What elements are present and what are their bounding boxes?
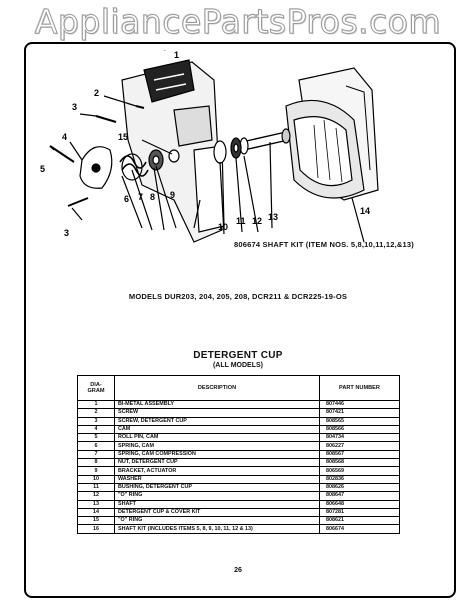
- row-description: BUSHING, DETERGENT CUP: [115, 483, 320, 491]
- row-part-number: 808567: [320, 450, 400, 458]
- row-diagram-number: 14: [78, 508, 115, 516]
- row-description: SHAFT KIT (INCLUDES ITEMS 5, 8, 9, 10, 11, 12 & 13): [115, 525, 320, 533]
- row-diagram-number: 5: [78, 434, 115, 442]
- row-part-number: 804734: [320, 434, 400, 442]
- table-row: [78, 442, 400, 450]
- row-diagram-number: 3: [78, 417, 115, 425]
- row-diagram-number: 13: [78, 500, 115, 508]
- callout-15: 15: [118, 132, 129, 142]
- row-diagram-number: 9: [78, 467, 115, 475]
- callout-6: 6: [124, 194, 130, 204]
- table-row: [78, 517, 400, 525]
- table-row: [78, 525, 400, 533]
- callout-2: 2: [94, 88, 100, 98]
- callout-4: 4: [62, 132, 68, 142]
- callout-3b: 3: [64, 228, 70, 238]
- row-part-number: 807421: [320, 409, 400, 417]
- row-description: SHAFT: [115, 500, 320, 508]
- table-row: [78, 492, 400, 500]
- table-row: [78, 483, 400, 491]
- table-row: [78, 508, 400, 516]
- row-part-number: 806227: [320, 442, 400, 450]
- row-diagram-number: 11: [78, 483, 115, 491]
- row-diagram-number: 7: [78, 450, 115, 458]
- table-row: [78, 450, 400, 458]
- table-row: [78, 500, 400, 508]
- row-description: SPRING, CAM: [115, 442, 320, 450]
- row-description: NUT, DETERGENT CUP: [115, 459, 320, 467]
- callout-12: 12: [252, 216, 263, 226]
- row-diagram-number: 8: [78, 459, 115, 467]
- row-part-number: 807281: [320, 508, 400, 516]
- shaft-kit-label: 806674 SHAFT KIT (ITEM NOS. 5,8,10,11,12,&13): [234, 240, 414, 249]
- table-row: [78, 425, 400, 433]
- models-line: MODELS DUR203, 204, 205, 208, DCR211 & DCR225-19-OS: [128, 292, 348, 301]
- table-row: [78, 434, 400, 442]
- table-row: [78, 475, 400, 483]
- table-row: [78, 401, 400, 409]
- row-diagram-number: 6: [78, 442, 115, 450]
- header-part-number: PART NUMBER: [320, 376, 400, 401]
- table-row: [78, 467, 400, 475]
- page-number: 26: [234, 567, 242, 574]
- row-diagram-number: 4: [78, 425, 115, 433]
- row-part-number: 808621: [320, 517, 400, 525]
- row-description: SPRING, CAM COMPRESSION: [115, 450, 320, 458]
- row-description: CAM: [115, 425, 320, 433]
- row-part-number: 806648: [320, 500, 400, 508]
- row-description: ROLL PIN, CAM: [115, 434, 320, 442]
- callout-7: 7: [138, 192, 144, 202]
- callout-3: 3: [72, 102, 78, 112]
- row-part-number: 806674: [320, 525, 400, 533]
- row-diagram-number: 12: [78, 492, 115, 500]
- row-diagram-number: 1: [78, 401, 115, 409]
- row-diagram-number: 2: [78, 409, 115, 417]
- row-part-number: 808626: [320, 483, 400, 491]
- row-part-number: 808565: [320, 417, 400, 425]
- table-subtitle: (ALL MODELS): [212, 362, 264, 369]
- parts-table: [77, 375, 400, 534]
- table-title: DETERGENT CUP: [193, 350, 283, 361]
- callout-5: 5: [40, 164, 46, 174]
- row-part-number: 808647: [320, 492, 400, 500]
- callout-13: 13: [268, 212, 279, 222]
- row-description: "O" RING: [115, 517, 320, 525]
- table-row: [78, 417, 400, 425]
- callout-8: 8: [150, 192, 156, 202]
- row-diagram-number: 15: [78, 517, 115, 525]
- row-description: WASHER: [115, 475, 320, 483]
- watermark: AppliancePartsPros.com: [34, 2, 442, 41]
- callout-9: 9: [170, 190, 176, 200]
- callout-10: 10: [218, 222, 229, 232]
- row-part-number: 807446: [320, 401, 400, 409]
- row-part-number: 802836: [320, 475, 400, 483]
- table-row: [78, 409, 400, 417]
- header-diagram: DIA- GRAM: [78, 376, 115, 401]
- table-row: [78, 459, 400, 467]
- row-part-number: 808566: [320, 425, 400, 433]
- row-part-number: 806569: [320, 467, 400, 475]
- callout-1: 1: [174, 50, 180, 60]
- row-description: SCREW, DETERGENT CUP: [115, 417, 320, 425]
- row-part-number: 808568: [320, 459, 400, 467]
- row-diagram-number: 10: [78, 475, 115, 483]
- row-description: DETERGENT CUP & COVER KIT: [115, 508, 320, 516]
- row-description: "O" RING: [115, 492, 320, 500]
- row-description: SCREW: [115, 409, 320, 417]
- row-description: BI-METAL ASSEMBLY: [115, 401, 320, 409]
- callout-11: 11: [236, 216, 246, 226]
- header-description: DESCRIPTION: [115, 376, 320, 401]
- row-description: BRACKET, ACTUATOR: [115, 467, 320, 475]
- callout-14: 14: [360, 206, 371, 216]
- row-diagram-number: 16: [78, 525, 115, 533]
